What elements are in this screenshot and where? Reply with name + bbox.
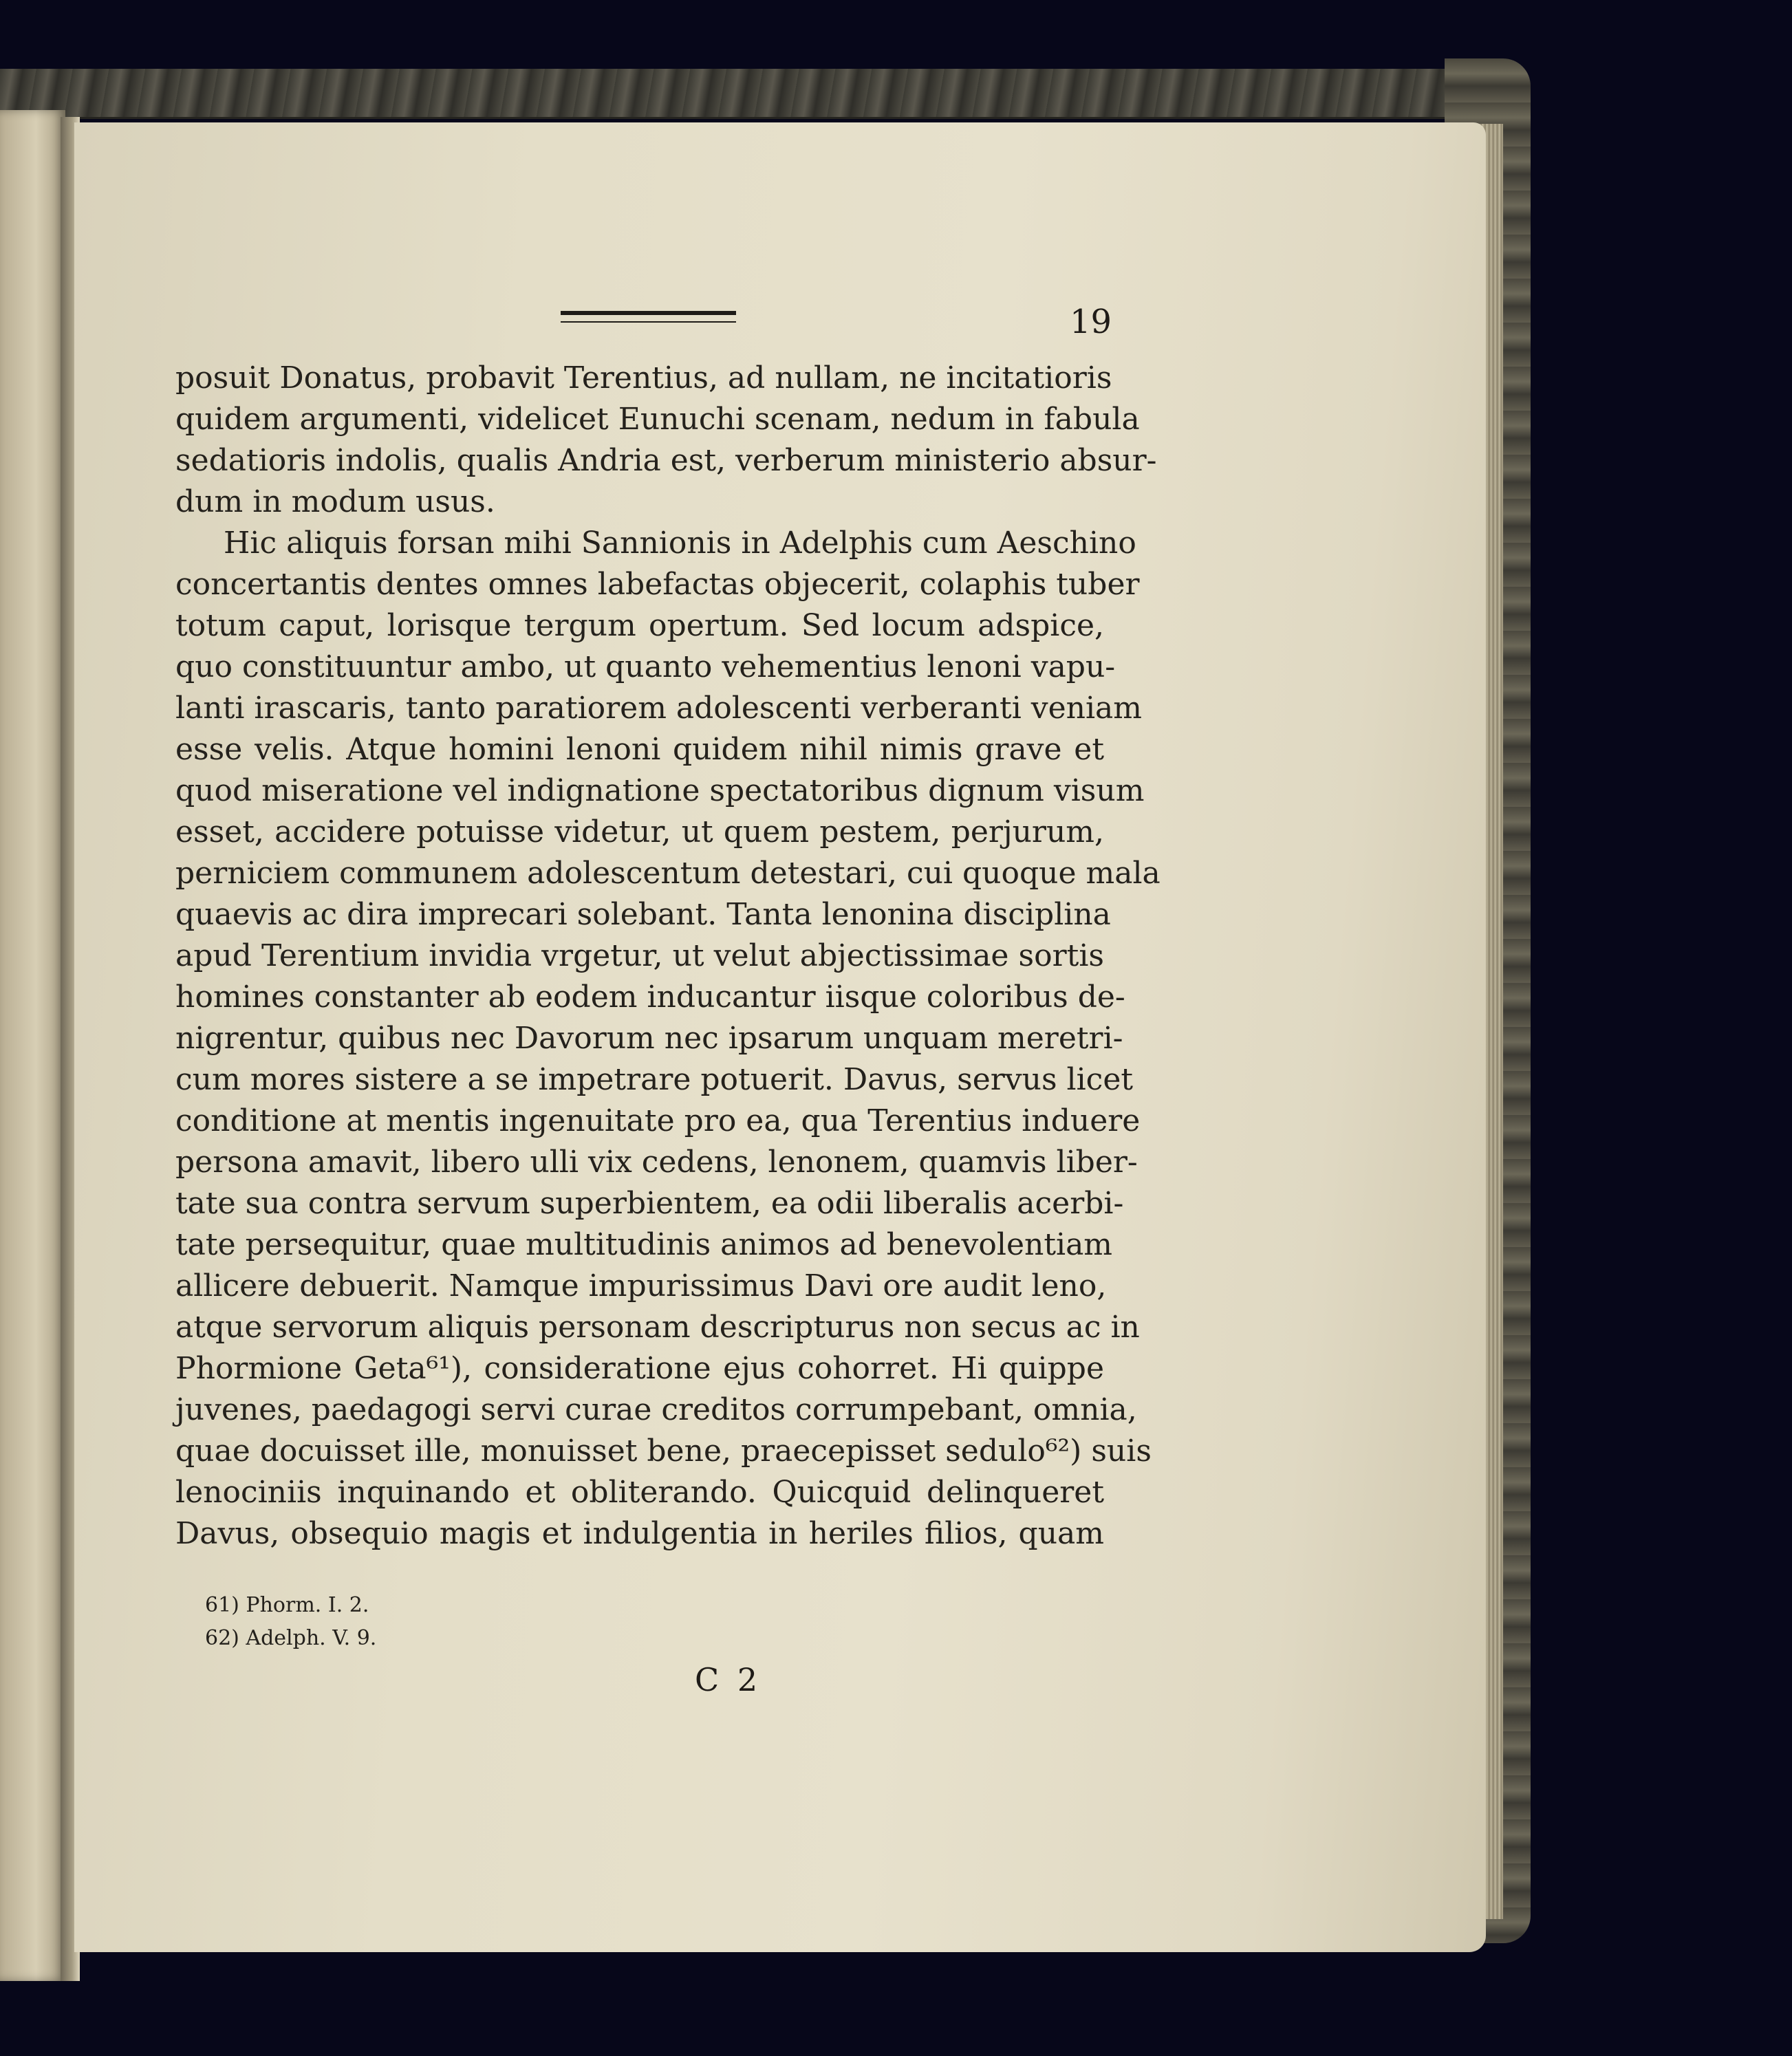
left-page-edge [0,110,65,1981]
text-line: concertantis dentes omnes labefactas objecerit, colaphis tuber [175,567,1140,602]
text-line: cum mores sistere a se impetrare potuerit. Davus, servus licet [175,1062,1134,1097]
text-line: Davus, obsequio magis et indulgentia in heriles filios, quam [175,1516,1104,1551]
text-line: juvenes, paedagogi servi curae creditos corrumpebant, omnia, [175,1392,1137,1427]
footnote: 61) Phorm. I. 2. [205,1593,369,1617]
text-line: totum caput, lorisque tergum opertum. Sed locum adspice, [175,608,1104,643]
text-line: apud Terentium invidia vrgetur, ut velut abjectissimae sortis [175,938,1104,973]
text-line: posuit Donatus, probavit Terentius, ad nullam, ne incitatioris [175,360,1112,396]
body-text [175,358,1161,1555]
signature-mark: C 2 [695,1661,762,1698]
text-line: allicere debuerit. Namque impurissimus Davi ore audit leno, [175,1268,1107,1303]
text-line: quae docuisset ille, monuisset bene, praecepisset sedulo⁶²) suis [175,1433,1152,1469]
text-line: tate sua contra servum superbientem, ea odii liberalis acerbi- [175,1186,1124,1221]
book-cover-top-edge [0,69,1472,119]
text-line: persona amavit, libero ulli vix cedens, lenonem, quamvis liber- [175,1145,1138,1180]
text-line: esset, accidere potuisse videtur, ut quem pestem, perjurum, [175,814,1104,850]
text-line: quaevis ac dira imprecari solebant. Tanta lenonina disciplina [175,897,1111,932]
text-line: nigrentur, quibus nec Davorum nec ipsarum unquam meretri- [175,1021,1123,1056]
text-line: dum in modum usus. [175,484,495,519]
page-number: 19 [1070,303,1112,341]
text-line: quidem argumenti, videlicet Eunuchi scenam, nedum in fabula [175,402,1140,437]
text-line: conditione at mentis ingenuitate pro ea, qua Terentius induere [175,1103,1141,1138]
text-line: atque servorum aliquis personam descripturus non secus ac in [175,1310,1140,1345]
header-rule [561,311,736,323]
footnotes [205,1589,376,1655]
text-line: quod miseratione vel indignatione spectatoribus dignum visum [175,773,1145,808]
text-line: Hic aliquis forsan mihi Sannionis in Adelphis cum Aeschino [224,526,1136,561]
text-line: sedatioris indolis, qualis Andria est, verberum ministerio absur- [175,443,1157,478]
text-line: lanti irascaris, tanto paratiorem adolescenti verberanti veniam [175,691,1143,726]
text-line: perniciem communem adolescentum detestari, cui quoque mala [175,856,1161,891]
text-line: esse velis. Atque homini lenoni quidem nihil nimis grave et [175,732,1104,767]
footnote: 62) Adelph. V. 9. [205,1626,377,1650]
text-line: quo constituuntur ambo, ut quanto vehementius lenoni vapu- [175,649,1116,684]
text-line: homines constanter ab eodem inducantur iisque coloribus de- [175,980,1125,1015]
text-line: tate persequitur, quae multitudinis animos ad benevolentiam [175,1227,1113,1262]
text-line: Phormione Geta⁶¹), consideratione ejus cohorret. Hi quippe [175,1351,1104,1386]
text-line: lenociniis inquinando et obliterando. Quicquid delinqueret [175,1475,1104,1510]
